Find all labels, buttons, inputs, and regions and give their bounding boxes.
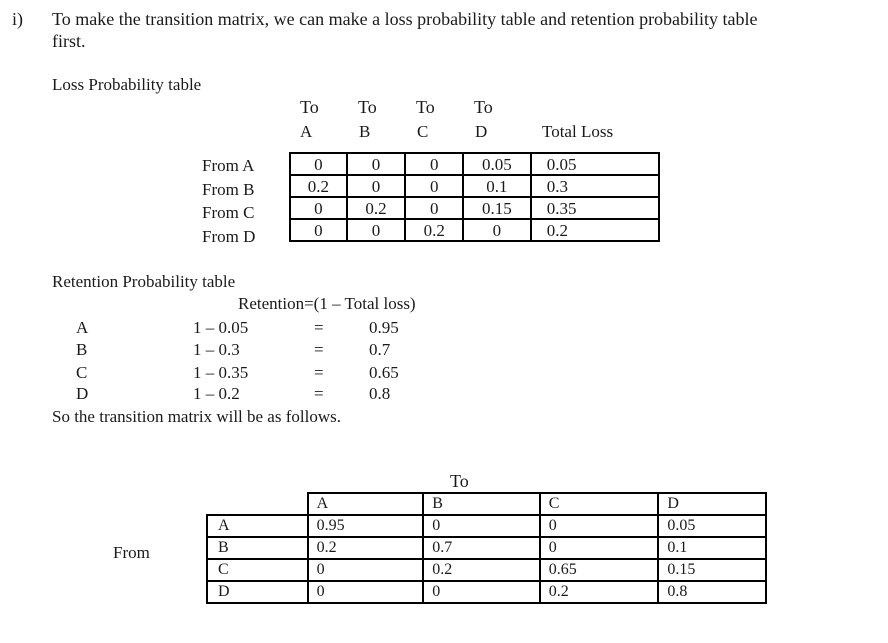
- table-cell: 0: [347, 219, 406, 241]
- table-cell: 0: [347, 175, 406, 197]
- table-row: [207, 581, 766, 603]
- table-cell: 0: [405, 197, 463, 219]
- intro-line-2: first.: [52, 31, 86, 51]
- loss-col-header-to-d: To: [474, 97, 493, 117]
- table-cell: 0.05: [658, 515, 766, 537]
- table-cell: 0.65: [540, 559, 659, 581]
- retention-value-b: 0.7: [369, 340, 391, 359]
- table-cell: 0: [405, 175, 463, 197]
- table-cell: 0: [423, 581, 540, 603]
- loss-col-header-d: D: [475, 122, 488, 141]
- table-cell: 0: [308, 581, 424, 603]
- loss-table-title: Loss Probability table: [52, 75, 202, 94]
- row-header: D: [207, 581, 308, 603]
- retention-expr-d: 1 – 0.2: [193, 384, 240, 403]
- retention-eq-a: =: [314, 318, 324, 337]
- table-row: [207, 537, 766, 559]
- table-row: [207, 515, 766, 537]
- table-cell: 0: [308, 559, 424, 581]
- row-header: C: [207, 559, 308, 581]
- table-cell: 0.2: [308, 537, 424, 559]
- table-row: [290, 153, 659, 175]
- loss-probability-table: [289, 152, 660, 242]
- retention-expr-a: 1 – 0.05: [193, 318, 249, 337]
- retention-expr-b: 1 – 0.3: [193, 340, 240, 359]
- transition-to-label: To: [450, 471, 469, 491]
- retention-label-a: A: [76, 318, 89, 337]
- table-cell: 0.1: [463, 175, 531, 197]
- table-cell: 0: [540, 515, 659, 537]
- loss-col-header-to-b: To: [358, 97, 377, 117]
- retention-expr-c: 1 – 0.35: [193, 363, 249, 382]
- intro-line-1: To make the transition matrix, we can make a loss probability table and retention probability table: [52, 9, 758, 29]
- table-cell: 0.2: [540, 581, 659, 603]
- retention-label-b: B: [76, 340, 88, 359]
- table-cell: 0.95: [308, 515, 424, 537]
- total-loss-cell: 0.05: [531, 153, 659, 175]
- section-marker: i): [12, 9, 23, 29]
- retention-formula: Retention=(1 – Total loss): [238, 294, 416, 313]
- table-cell: 0.15: [658, 559, 766, 581]
- table-cell: 0.8: [658, 581, 766, 603]
- retention-table-title: Retention Probability table: [52, 272, 236, 291]
- loss-col-header-b: B: [359, 122, 371, 141]
- table-cell: 0: [290, 153, 347, 175]
- column-header: A: [308, 493, 424, 515]
- retention-value-a: 0.95: [369, 318, 399, 337]
- total-loss-cell: 0.35: [531, 197, 659, 219]
- retention-value-d: 0.8: [369, 384, 391, 403]
- retention-eq-d: =: [314, 384, 324, 403]
- total-loss-cell: 0.3: [531, 175, 659, 197]
- loss-col-header-total: Total Loss: [542, 122, 614, 141]
- loss-row-label-a: From A: [202, 156, 255, 175]
- table-cell: 0: [540, 537, 659, 559]
- table-row: [290, 175, 659, 197]
- table-cell: 0: [290, 197, 347, 219]
- loss-col-header-to-c: To: [416, 97, 435, 117]
- total-loss-cell: 0.2: [531, 219, 659, 241]
- retention-label-d: D: [76, 384, 89, 403]
- column-header: C: [540, 493, 659, 515]
- retention-eq-b: =: [314, 340, 324, 359]
- table-cell: 0.2: [290, 175, 347, 197]
- loss-col-header-a: A: [300, 122, 313, 141]
- retention-value-c: 0.65: [369, 363, 399, 382]
- loss-row-label-b: From B: [202, 180, 255, 199]
- loss-row-label-d: From D: [202, 227, 256, 246]
- table-cell: 0.2: [423, 559, 540, 581]
- table-cell: 0.05: [463, 153, 531, 175]
- table-cell: 0: [405, 153, 463, 175]
- table-cell: 0: [290, 219, 347, 241]
- transition-from-label: From: [113, 543, 150, 562]
- retention-label-c: C: [76, 363, 88, 382]
- table-cell: 0.15: [463, 197, 531, 219]
- loss-col-header-c: C: [417, 122, 429, 141]
- table-row: [207, 559, 766, 581]
- column-header: B: [423, 493, 540, 515]
- transition-matrix: [206, 492, 767, 604]
- table-cell: 0.2: [347, 197, 406, 219]
- table-row: [290, 197, 659, 219]
- retention-eq-c: =: [314, 363, 324, 382]
- table-cell: 0: [423, 515, 540, 537]
- loss-col-header-to-a: To: [300, 97, 319, 117]
- column-header: D: [658, 493, 766, 515]
- table-cell: 0.1: [658, 537, 766, 559]
- table-corner: [207, 493, 308, 515]
- row-header: B: [207, 537, 308, 559]
- table-row: [290, 219, 659, 241]
- table-cell: 0.2: [405, 219, 463, 241]
- conclusion-text: So the transition matrix will be as follows.: [52, 407, 341, 426]
- row-header: A: [207, 515, 308, 537]
- loss-row-label-c: From C: [202, 203, 255, 222]
- table-cell: 0: [347, 153, 406, 175]
- table-cell: 0.7: [423, 537, 540, 559]
- table-row: [207, 493, 766, 515]
- table-cell: 0: [463, 219, 531, 241]
